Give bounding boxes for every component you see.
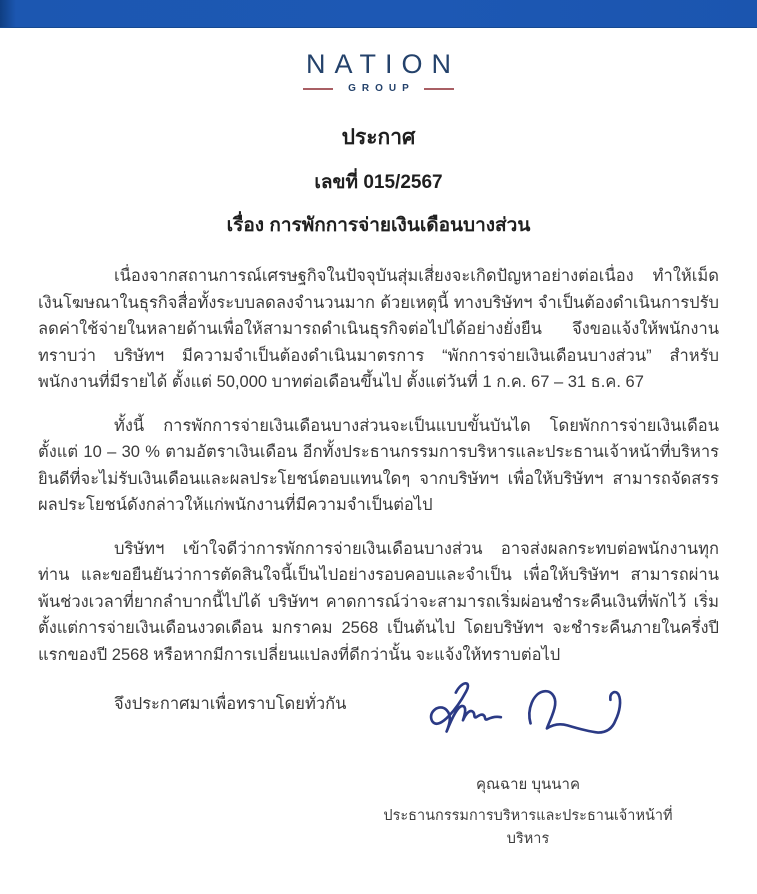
signer-title: ประธานกรรมการบริหารและประธานเจ้าหน้าที่บริหาร (383, 808, 673, 847)
nation-group-logo (0, 49, 757, 94)
top-accent-bar (0, 0, 757, 28)
logo-rule-right (424, 88, 454, 90)
closing-line: จึงประกาศมาเพื่อทราบโดยทั่วกัน (114, 695, 347, 713)
paragraph-3: บริษัทฯ เข้าใจดีว่าการพักการจ่ายเงินเดือนบางส่วน อาจส่งผลกระทบต่อพนักงานทุกท่าน และขอยืนยันว่าการตัดสินใจนี้เป็นไปอย่างรอบคอบและจำเป็น เพื่อให้บริษัทฯ สามารถผ่านพ้นช่วงเวลาที่ยากลำบากนี้ไปได้ บริษัทฯ คาดการณ์ว่าจะสามารถเริ่มผ่อนชำระคืนเงินที่พักไว้ เริ่มตั้งแต่การจ่ายเงินเดือนงวดเดือน มกราคม 2568 เป็นต้นไป โดยบริษัทฯ จะชำระคืนภายในครึ่งปีแรกของปี 2568 หรือหากมีการเปลี่ยนแปลงที่ดีกว่านั้น จะแจ้งให้ทราบต่อไป (38, 539, 719, 664)
document-body (0, 263, 757, 668)
paragraph-2: ทั้งนี้ การพักการจ่ายเงินเดือนบางส่วนจะเป็นแบบขั้นบันได โดยพักการจ่ายเงินเดือนตั้งแต่ 10 – 30 % ตามอัตราเงินเดือน อีกทั้งประธานกรรมการบริหารและประธานเจ้าหน้าที่บริหารยินดีที่จะไม่รับเงินเดือนและผลประโยชน์ตอบแทนใดๆ จากบริษัทฯ เพื่อให้บริษัทฯ สามารถจัดสรรผลประโยชน์ดังกล่าวให้แก่พนักงานที่มีความจำเป็นต่อไป (38, 416, 719, 514)
document-number: เลขที่ 015/2567 (314, 172, 443, 193)
logo-subline (0, 83, 757, 94)
handwritten-signature-icon (421, 678, 636, 740)
document-title: ประกาศ (341, 126, 416, 149)
paragraph-1: เนื่องจากสถานการณ์เศรษฐกิจในปัจจุบันสุ่มเสี่ยงจะเกิดปัญหาอย่างต่อเนื่อง ทำให้เม็ดเงินโฆษณาในธุรกิจสื่อทั้งระบบลดลงจำนวนมาก ด้วยเหตุนี้ ทางบริษัทฯ จำเป็นต้องดำเนินการปรับลดค่าใช้จ่ายในหลายด้านเพื่อให้สามารถดำเนินธุรกิจต่อไปได้อย่างยั่งยืน จึงขอแจ้งให้พนักงานทราบว่า บริษัทฯ มีความจำเป็นต้องดำเนินมาตรการ “พักการจ่ายเงินเดือนบางส่วน” สำหรับพนักงานที่มีรายได้ ตั้งแต่ 50,000 บาทต่อเดือนขึ้นไป ตั้งแต่วันที่ 1 ก.ค. 67 – 31 ธ.ค. 67 (38, 267, 719, 391)
document-subject: เรื่อง การพักการจ่ายเงินเดือนบางส่วน (226, 215, 531, 236)
logo-wordmark: NATION (306, 49, 460, 79)
signature-block (383, 678, 673, 850)
signer-name: คุณฉาย บุนนาค (475, 776, 581, 793)
logo-group-text: GROUP (348, 83, 415, 94)
logo-rule-left (303, 88, 333, 90)
